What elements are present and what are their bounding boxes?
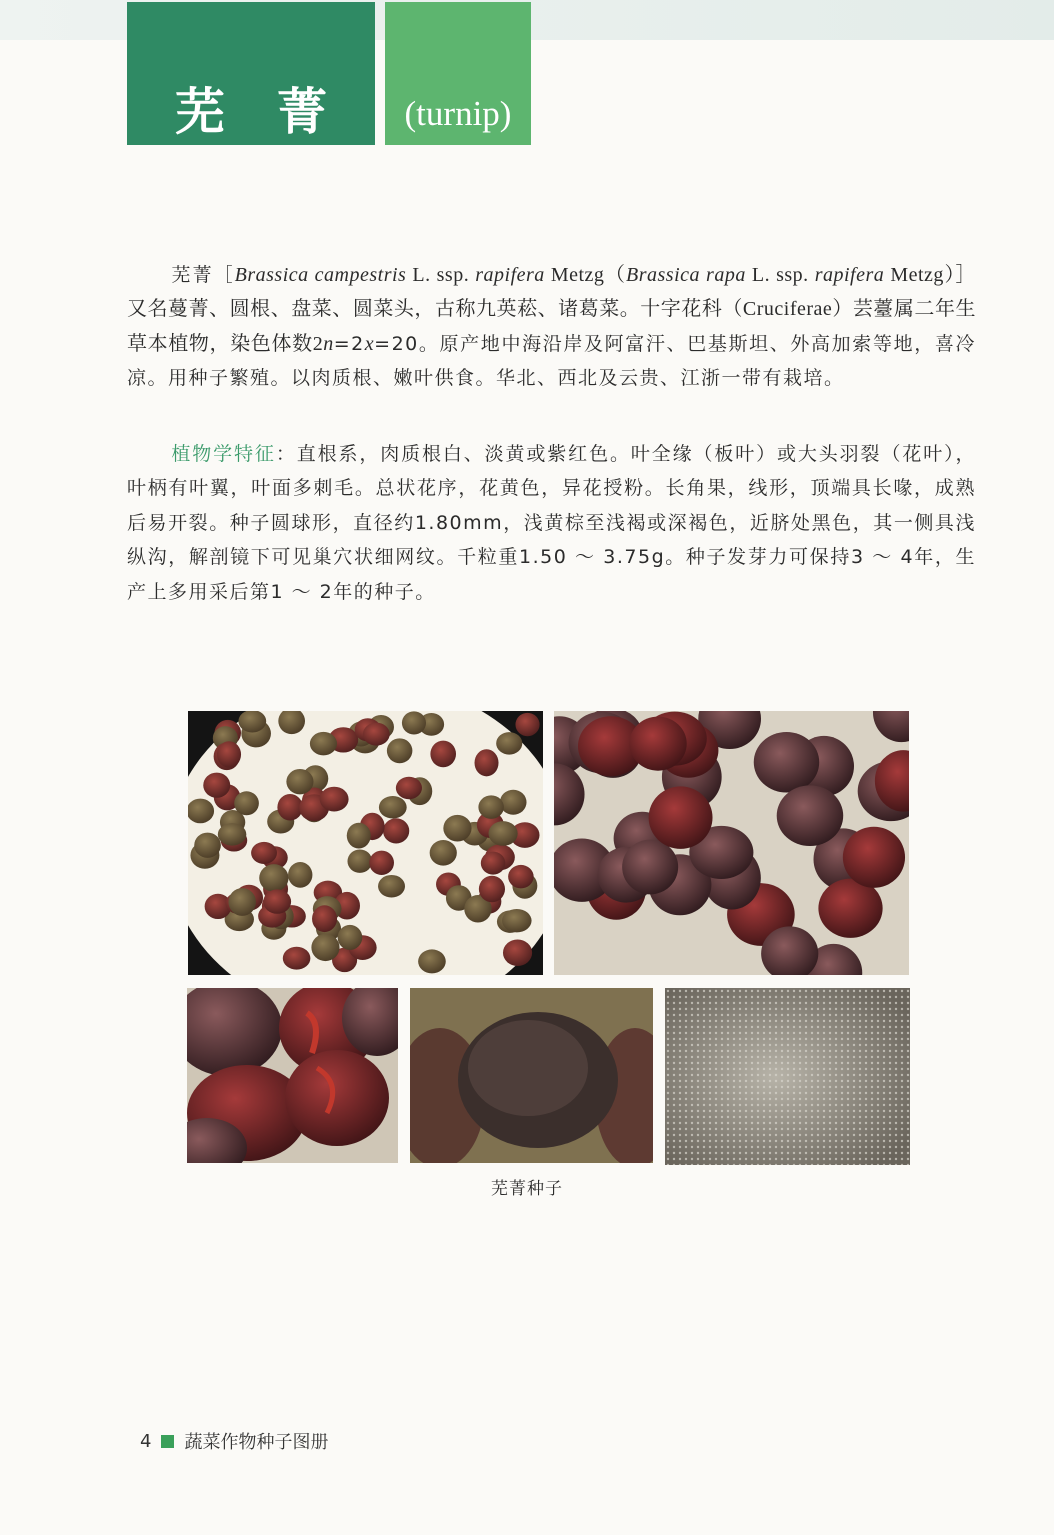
seed-shape — [873, 711, 909, 742]
seed-shape — [347, 823, 371, 849]
seed-photo-surface — [665, 988, 910, 1165]
seed-shape — [500, 790, 527, 815]
seed-shape — [496, 732, 522, 754]
seed-shape — [369, 851, 394, 875]
chinese-title-block — [127, 2, 375, 145]
seed-shape — [320, 787, 349, 812]
seed-shape — [554, 763, 585, 825]
seed-shape — [310, 732, 337, 755]
section-label: 植物学特征 — [171, 443, 276, 465]
seed-shape — [515, 713, 539, 736]
seed-photo-closeup — [554, 711, 909, 975]
botanical-features-paragraph: 植物学特征：直根系，肉质根白、淡黄或紫红色。叶全缘（板叶）或大头羽裂（花叶），叶柄有叶翼，叶面多刺毛。总状花序，花黄色，异花授粉。长角果，线形，顶端具长喙，成熟后易开裂。种子圆球形，直径约1.80mm，浅黄棕至浅褐或深褐色，近脐处黑色，其一侧具浅纵沟，解剖镜下可见巢穴状细网纹。千粒重1.50 ～ 3.75g。种子发芽力可保持3 ～ 4年，生产上多用采后第1 ～ 2年的种子。 — [127, 443, 976, 603]
english-title-block — [385, 2, 531, 145]
english-title: (turnip) — [404, 94, 512, 133]
seed-shape — [479, 876, 505, 902]
seed-shape — [629, 717, 686, 771]
seed-shape — [443, 815, 471, 842]
seed-shape — [203, 773, 230, 798]
seed-shape — [218, 823, 247, 845]
seed-shape — [338, 925, 363, 950]
seed-shape — [387, 738, 413, 763]
seed-shape — [396, 777, 422, 799]
footer-square-icon — [161, 1435, 174, 1448]
seed-shape — [649, 786, 713, 848]
seed-shape — [238, 711, 266, 732]
seed-shape — [843, 827, 905, 888]
seed-shape — [502, 909, 532, 932]
seed-shape — [503, 939, 532, 965]
seed-shape — [277, 794, 302, 820]
title-char-1: 芜 — [175, 83, 225, 141]
seed-shape — [478, 795, 503, 818]
seed-shape — [312, 905, 337, 932]
seed-shape — [194, 833, 221, 858]
seed-closeup-image — [554, 711, 909, 975]
seed-surface-image — [665, 988, 910, 1165]
seed-shape — [475, 749, 499, 776]
seed-shape — [363, 723, 390, 746]
intro-paragraph: 芜菁［Brassica campestris L. ssp. rapifera Metzg（Brassica rapa L. ssp. rapifera Metzg）］又名蔓菁、圆根、盘菜、圆菜头，古称九英菘、诸葛菜。十字花科（Cruciferae）芸薹属二年生草本植物，染色体数2n=2x=20。原产地中海沿岸及阿富汗、巴基斯坦、外高加索等地，喜冷凉。用种子繁殖。以肉质根、嫩叶供食。华北、西北及云贵、江浙一带有栽培。 — [127, 264, 976, 390]
seed-shape — [217, 741, 241, 767]
seed-hilum-image — [187, 988, 398, 1163]
seed-single-image — [410, 988, 653, 1163]
seed-shape — [228, 888, 256, 916]
seed-shape — [288, 862, 312, 888]
seed-shape — [777, 785, 843, 846]
seed-shape — [430, 840, 457, 866]
seed-shape — [378, 875, 405, 898]
seed-shape — [283, 947, 311, 970]
seed-shape — [379, 796, 407, 819]
seed-photo-single — [410, 988, 653, 1163]
seed-shape — [234, 791, 259, 815]
seed-photo-hilum — [187, 988, 398, 1163]
seed-shape — [263, 889, 291, 913]
seed-shape — [508, 865, 533, 888]
seed-shape — [418, 949, 446, 973]
seed-shape — [622, 840, 678, 895]
seed-photo-overview — [188, 711, 543, 975]
seed-shape — [259, 864, 288, 892]
seed-shape — [430, 741, 456, 768]
page-number: 4 — [140, 1430, 152, 1452]
seed-shape — [286, 769, 313, 794]
seed-shape — [347, 849, 372, 872]
seed-shape — [402, 711, 426, 734]
title-char-2: 菁 — [277, 83, 327, 141]
seed-overview-image — [188, 711, 543, 975]
seed-shape — [754, 732, 819, 793]
figure-caption: 芜菁种子 — [491, 1179, 563, 1199]
seed-shape — [481, 852, 506, 875]
page-footer — [140, 1428, 328, 1454]
book-title: 蔬菜作物种子图册 — [184, 1432, 329, 1453]
seed-shape — [489, 821, 518, 846]
seed-shape — [251, 842, 277, 864]
seed-shape — [383, 818, 409, 843]
seed-shape — [311, 934, 339, 961]
